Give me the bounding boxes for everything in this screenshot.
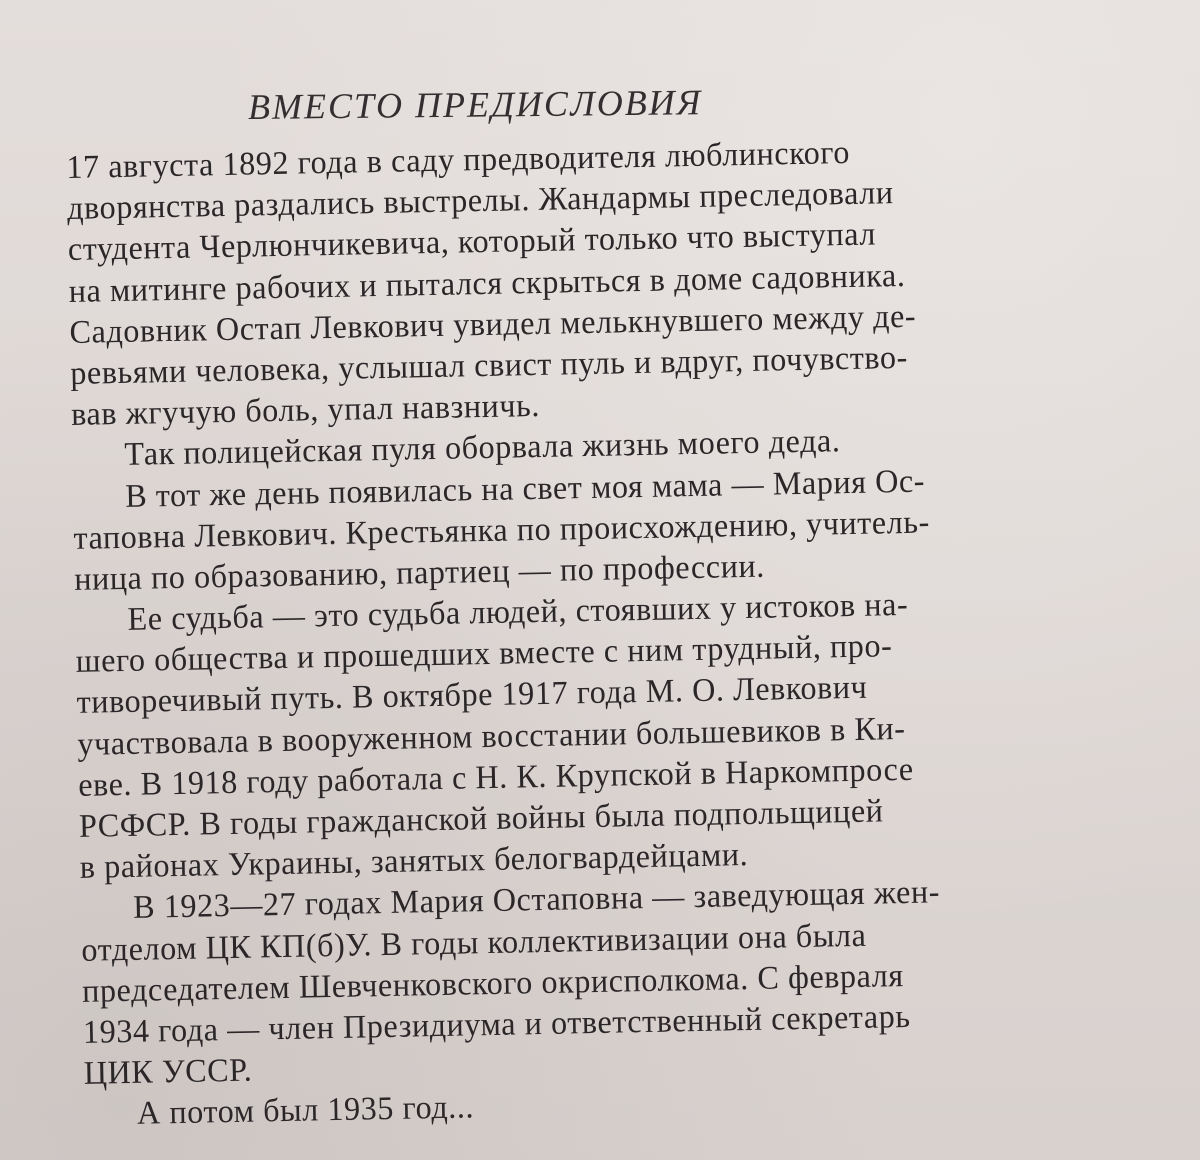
text-line: вав жгучую боль, упал навзничь.	[70, 388, 541, 434]
text-line: в районах Украины, занятых белогвардейцами.	[79, 837, 749, 887]
text-line: В 1923—27 годах Мария Остаповна — заведующая жен-	[132, 874, 941, 927]
text-line: еве. В 1918 году работала с Н. К. Крупской в Наркомпросе	[77, 751, 914, 804]
text-line: шего общества и прошедших вместе с ним трудный, про-	[75, 628, 893, 681]
text-line: В тот же день появилась на свет моя мама — Мария Ос-	[124, 463, 926, 515]
text-line: тиворечивый путь. В октябре 1917 года М. О. Левкович	[76, 670, 868, 722]
text-line: ЦИК УССР.	[83, 1052, 253, 1092]
text-line: Садовник Остап Левкович увидел мелькнувшего между де-	[69, 298, 917, 351]
text-line: ревьями человека, услышал свист пуль и вдруг, почувство-	[69, 339, 909, 392]
text-line: Так полицейская пуля оборвала жизнь моего деда.	[124, 423, 841, 474]
text-line: отделом ЦК КП(б)У. В годы коллективизации она была	[81, 917, 867, 969]
text-line: дворянства раздались выстрелы. Жандармы преследовали	[66, 175, 894, 228]
text-line: 1934 года — член Президиума и ответственный секретарь	[82, 998, 911, 1051]
text-line: студента Черлюнчикевича, который только что выступал	[67, 216, 877, 269]
text-line: участвовала в вооруженном восстании большевиков в Ки-	[77, 710, 906, 763]
text-line: РСФСР. В годы гражданской войны была подпольщицей	[78, 793, 884, 845]
body-text	[66, 127, 1195, 1137]
text-line: Ее судьба — это судьба людей, стоявших у истоков на-	[127, 586, 909, 638]
text-line: А потом был 1935 год...	[136, 1089, 475, 1133]
section-heading: ВМЕСТО ПРЕДИСЛОВИЯ	[247, 82, 703, 127]
text-line: 17 августа 1892 года в саду предводителя люблинского	[66, 134, 851, 186]
text-line: таповна Левкович. Крестьянка по происхождению, учитель-	[73, 504, 931, 557]
text-line: ница по образованию, партиец — по профессии.	[73, 548, 766, 598]
text-line: на митинге рабочих и пытался скрыться в доме садовника.	[68, 257, 906, 310]
text-line: председателем Шевченковского окрисполкома. С февраля	[81, 957, 905, 1010]
